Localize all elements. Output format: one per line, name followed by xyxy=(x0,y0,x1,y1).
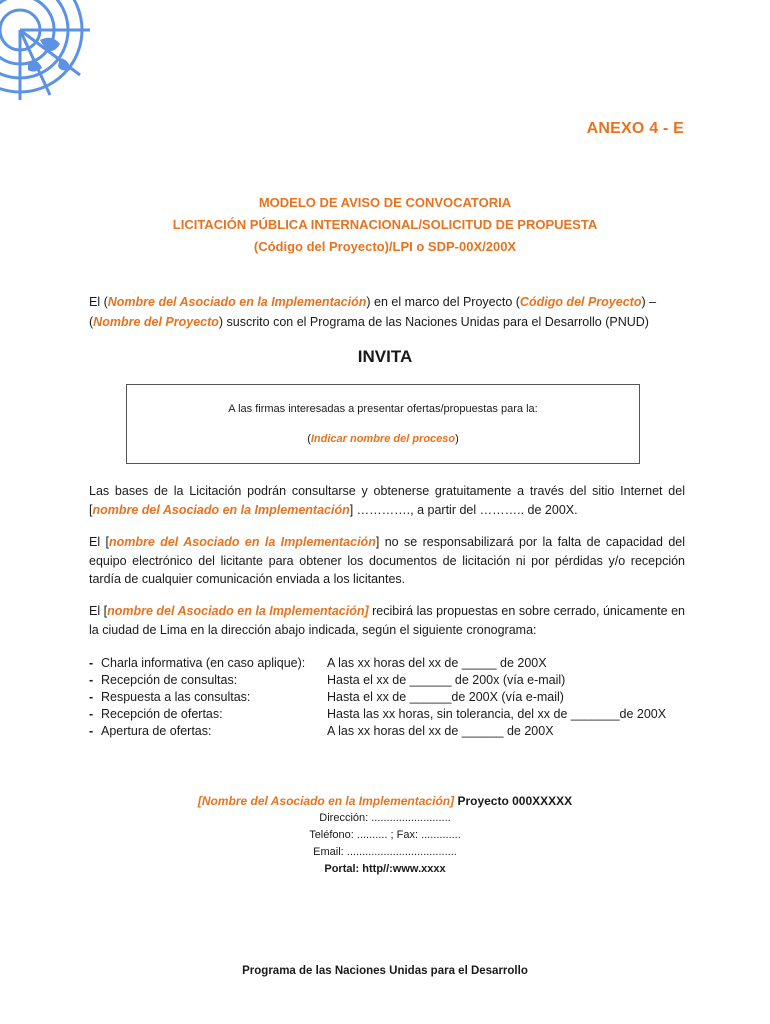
project-code: Proyecto 000XXXXX xyxy=(454,794,573,808)
placeholder-codigo-proyecto: Código del Proyecto xyxy=(519,295,642,309)
placeholder-asociado: [Nombre del Asociado en la Implementación] xyxy=(197,794,455,808)
box-process-line: (Indicar nombre del proceso) xyxy=(307,433,459,445)
invita-heading: INVITA xyxy=(357,347,413,366)
contact-portal: Portal: http//:www.xxxx xyxy=(324,863,446,875)
document-title xyxy=(0,192,770,258)
placeholder-asociado: nombre del Asociado en la Implementación xyxy=(92,502,350,517)
invitation-box xyxy=(126,384,640,464)
placeholder-nombre-proyecto: Nombre del Proyecto xyxy=(93,315,219,329)
placeholder-nombre-proceso: Indicar nombre del proceso xyxy=(310,433,456,445)
box-text: A las firmas interesadas a presentar ofertas/propuestas para la: xyxy=(228,403,538,415)
placeholder-asociado: nombre del Asociado en la Implementación] xyxy=(107,604,369,618)
list-item: - Recepción de ofertas: Hasta las xx horas, sin tolerancia, del xx de _______de 200X xyxy=(89,707,667,721)
contact-email: Email: .................................... xyxy=(313,846,457,858)
list-item: - Charla informativa (en caso aplique): A las xx horas del xx de _____ de 200X xyxy=(89,656,547,670)
list-item: - Apertura de ofertas: A las xx horas del xx de ______ de 200X xyxy=(89,724,554,738)
intro-paragraph: El (Nombre del Asociado en la Implementación) en el marco del Proyecto (Código del Proyecto) – (Nombre del Proyecto) suscrito con el Programa de las Naciones Unidas para el Desarrollo (PNUD) xyxy=(89,295,657,329)
title-line-1: MODELO DE AVISO DE CONVOCATORIA xyxy=(258,195,512,210)
contact-telefono: Teléfono: .......... ; Fax: ............. xyxy=(309,829,461,841)
placeholder-asociado: nombre del Asociado en la Implementación xyxy=(108,535,376,549)
contact-header xyxy=(0,793,770,810)
placeholder-asociado: Nombre del Asociado en la Implementación xyxy=(107,295,367,309)
list-item: - Recepción de consultas: Hasta el xx de ______ de 200x (vía e-mail) xyxy=(89,673,566,687)
paragraph-bases: Las bases de la Licitación podrán consultarse y obtenerse gratuitamente a través del sitio Internet del [nombre del Asociado en la Implementación] …………., a partir del ……….. de 200X. xyxy=(89,484,685,517)
title-line-2: LICITACIÓN PÚBLICA INTERNACIONAL/SOLICITUD DE PROPUESTA xyxy=(172,217,598,232)
contact-block xyxy=(0,793,770,878)
schedule-list xyxy=(89,655,709,740)
list-item: - Respuesta a las consultas: Hasta el xx de ______de 200X (vía e-mail) xyxy=(89,690,564,704)
paragraph-recepcion: El [nombre del Asociado en la Implementación] recibirá las propuestas en sobre cerrado, únicamente en la ciudad de Lima en la dirección abajo indicada, según el siguiente cronograma: xyxy=(89,604,685,637)
contact-direccion: Dirección: .......................... xyxy=(319,812,451,824)
annex-label: ANEXO 4 - E xyxy=(586,120,684,137)
paragraph-responsabilidad: El [nombre del Asociado en la Implementación] no se responsabilizará por la falta de capacidad del equipo electrónico del licitante para obtener los documentos de licitación ni por pérdidas y/o recepción tardía de cualquier comunicación enviada a los licitantes. xyxy=(89,535,686,586)
footer-organization: Programa de las Naciones Unidas para el Desarrollo xyxy=(242,965,528,977)
title-line-3: (Código del Proyecto)/LPI o SDP-00X/200X xyxy=(253,239,517,254)
un-emblem-logo xyxy=(0,0,96,120)
